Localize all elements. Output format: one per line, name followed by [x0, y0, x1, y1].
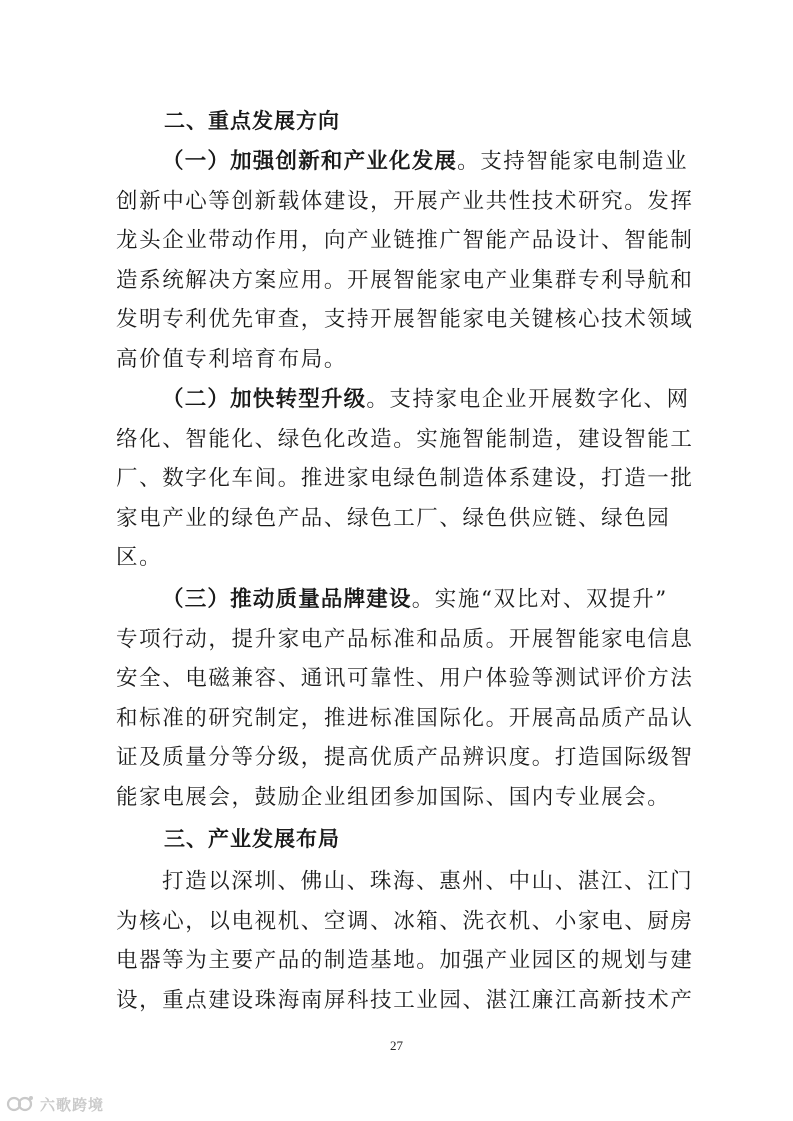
paragraph-quality	[116, 580, 694, 818]
paragraph-lead: （一）加强创新和产业化发展	[162, 149, 458, 174]
paragraph-line: 家电产业的绿色产品、绿色工厂、绿色供应链、绿色园	[116, 505, 671, 531]
section-heading-3: 三、产业发展布局	[164, 827, 340, 851]
paragraph-text: 。实施“双比对、双提升”	[411, 587, 668, 612]
page-number: 27	[390, 1038, 403, 1053]
watermark-text: 六歌跨境	[40, 1095, 105, 1114]
paragraph-line: 龙头企业带动作用，向产业链推广智能产品设计、智能制	[116, 228, 694, 254]
paragraph-line: 电器等为主要产品的制造基地。加强产业园区的规划与建	[116, 948, 694, 974]
paragraph-line: 能家电展会，鼓励企业组团参加国际、国内专业展会。	[116, 784, 671, 810]
logo-icon	[6, 1094, 36, 1114]
paragraph-line	[116, 380, 690, 420]
paragraph-line: 区。	[116, 545, 163, 571]
paragraph-line: 创新中心等创新载体建设，开展产业共性技术研究。发挥	[116, 188, 694, 214]
section-heading-2: 二、重点发展方向	[164, 109, 340, 133]
paragraph-line: 打造以深圳、佛山、珠海、惠州、中山、湛江、江门	[162, 869, 694, 894]
paragraph-upgrade	[116, 380, 694, 578]
paragraph-innovation	[116, 142, 694, 380]
paragraph-line: 络化、智能化、绿色化改造。实施智能制造，建设智能工	[116, 426, 694, 452]
paragraph-line: 专项行动，提升家电产品标准和品质。开展智能家电信息	[116, 626, 694, 652]
paragraph-layout	[116, 862, 694, 1020]
paragraph-line: 发明专利优先审查，支持开展智能家电关键核心技术领域	[116, 307, 694, 333]
paragraph-line: 安全、电磁兼容、通讯可靠性、用户体验等测试评价方法	[116, 666, 694, 692]
paragraph-lead: （二）加快转型升级	[162, 387, 367, 412]
paragraph-line: 厂、数字化车间。推进家电绿色制造体系建设，打造一批	[116, 466, 694, 492]
paragraph-line: 证及质量分等分级，提高优质产品辨识度。打造国际级智	[116, 745, 694, 771]
paragraph-line: 高价值专利培育布局。	[116, 346, 348, 372]
paragraph-lead: （三）推动质量品牌建设	[162, 587, 412, 612]
paragraph-line: 和标准的研究制定，推进标准国际化。开展高品质产品认	[116, 705, 694, 731]
paragraph-text: 。支持智能家电制造业	[457, 149, 689, 174]
paragraph-text: 。支持家电企业开展数字化、网	[366, 387, 690, 412]
paragraph-line	[116, 580, 676, 620]
paragraph-line: 设，重点建设珠海南屏科技工业园、湛江廉江高新技术产	[116, 987, 694, 1013]
paragraph-line: 造系统解决方案应用。开展智能家电产业集群专利导航和	[116, 267, 694, 293]
watermark	[6, 1092, 104, 1116]
paragraph-line	[116, 142, 689, 182]
paragraph-line: 为核心，以电视机、空调、冰箱、洗衣机、小家电、厨房	[116, 908, 694, 934]
